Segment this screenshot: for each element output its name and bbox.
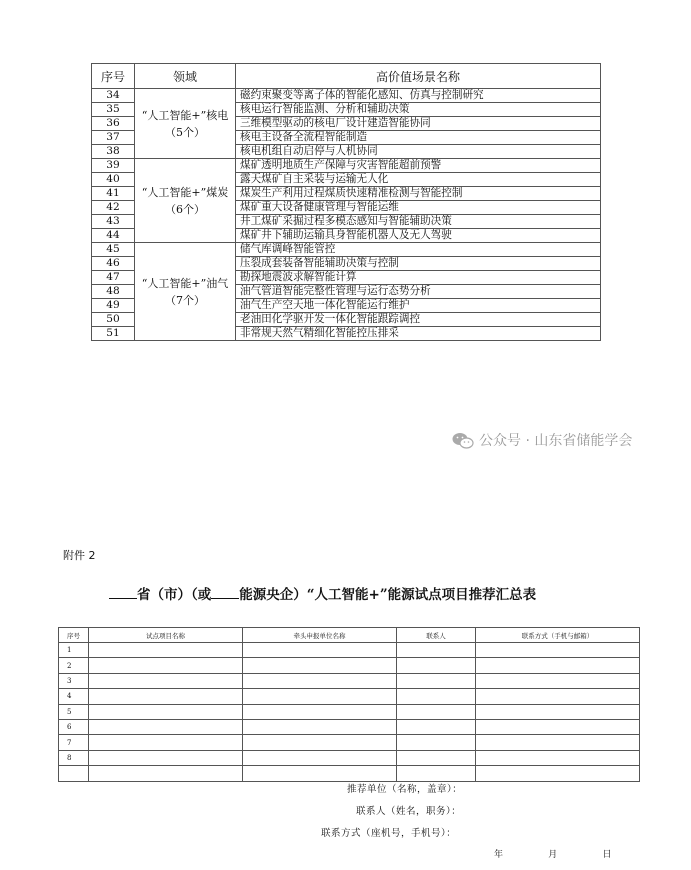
title-blank-province [109,587,137,599]
scene-name: 磁约束聚变等离子体的智能化感知、仿真与控制研究 [236,89,601,103]
form-cell-unit[interactable] [243,735,397,750]
scene-name: 煤矿重大设备健康管理与智能运维 [236,201,601,215]
form-cell-contact[interactable] [397,643,476,658]
form-header-no: 序号 [59,628,89,643]
scene-row [92,243,601,257]
scene-number: 42 [92,201,135,215]
form-cell-project[interactable] [89,735,243,750]
form-row-number: 5 [59,704,89,719]
form-cell-method[interactable] [476,689,640,704]
form-row [59,658,640,673]
form-row [59,766,640,781]
form-header-contact: 联系人 [397,628,476,643]
scene-name: 煤炭生产利用过程煤质快速精准检测与智能控制 [236,187,601,201]
watermark [452,430,632,450]
form-cell-method[interactable] [476,658,640,673]
scene-table [91,63,601,341]
form-header-unit: 牵头申报单位名称 [243,628,397,643]
form-cell-contact[interactable] [397,735,476,750]
form-row [59,673,640,688]
form-cell-contact[interactable] [397,719,476,734]
scene-name: 老油田化学驱开发一体化智能跟踪调控 [236,313,601,327]
scene-row [92,89,601,103]
scene-name: 压裂成套装备智能辅助决策与控制 [236,257,601,271]
form-title [109,583,599,603]
scene-name: 三维模型驱动的核电厂设计建造智能协同 [236,117,601,131]
project-form-table [58,627,640,782]
wechat-icon [452,432,474,449]
scene-name: 核电机组自动启停与人机协同 [236,145,601,159]
form-cell-contact[interactable] [397,766,476,781]
scene-name: 煤矿透明地质生产保障与灾害智能超前预警 [236,159,601,173]
form-cell-unit[interactable] [243,689,397,704]
form-row-number [59,766,89,781]
scene-number: 35 [92,103,135,117]
form-cell-project[interactable] [89,750,243,765]
scene-number: 43 [92,215,135,229]
title-blank-company [211,587,239,599]
form-cell-method[interactable] [476,704,640,719]
scene-name: 勘探地震波求解智能计算 [236,271,601,285]
scene-name: 油气生产空天地一体化智能运行维护 [236,299,601,313]
form-cell-method[interactable] [476,750,640,765]
form-row-number: 6 [59,719,89,734]
scene-name: 煤矿井下辅助运输具身智能机器人及无人驾驶 [236,229,601,243]
date-line [494,847,612,860]
scene-number: 48 [92,285,135,299]
form-row [59,689,640,704]
form-cell-method[interactable] [476,673,640,688]
scene-name: 核电运行智能监测、分析和辅助决策 [236,103,601,117]
scene-name: 非常规天然气精细化智能控压排采 [236,327,601,341]
header-scene: 高价值场景名称 [236,64,601,89]
form-cell-method[interactable] [476,719,640,734]
form-cell-contact[interactable] [397,689,476,704]
contact-method-line: 联系方式（座机号，手机号）： [321,828,457,839]
scene-number: 44 [92,229,135,243]
scene-name: 核电主设备全流程智能制造 [236,131,601,145]
header-no: 序号 [92,64,135,89]
form-cell-project[interactable] [89,689,243,704]
scene-name: 露天煤矿自主采装与运输无人化 [236,173,601,187]
form-row-number: 4 [59,689,89,704]
form-row-number: 8 [59,750,89,765]
form-row [59,719,640,734]
form-cell-contact[interactable] [397,658,476,673]
header-domain: 领域 [135,64,236,89]
form-cell-unit[interactable] [243,719,397,734]
scene-number: 34 [92,89,135,103]
form-cell-contact[interactable] [397,704,476,719]
title-part2: 能源央企）“人工智能+”能源试点项目推荐汇总表 [239,587,537,603]
form-row [59,643,640,658]
contact-person-line: 联系人（姓名，职务）： [356,806,462,817]
form-cell-project[interactable] [89,658,243,673]
scene-number: 40 [92,173,135,187]
form-row-number: 1 [59,643,89,658]
form-row [59,735,640,750]
date-year: 年 [494,850,504,860]
scene-number: 36 [92,117,135,131]
scene-number: 37 [92,131,135,145]
domain-cell: “人工智能+”核电（5个） [135,89,236,159]
form-cell-unit[interactable] [243,643,397,658]
scene-number: 38 [92,145,135,159]
form-cell-method[interactable] [476,766,640,781]
scene-number: 39 [92,159,135,173]
scene-number: 46 [92,257,135,271]
form-row-number: 3 [59,673,89,688]
form-cell-project[interactable] [89,719,243,734]
scene-table-header [92,64,601,89]
scene-number: 50 [92,313,135,327]
form-cell-unit[interactable] [243,673,397,688]
form-row [59,704,640,719]
form-row-number: 2 [59,658,89,673]
title-part1: 省（市）（或 [137,587,212,603]
form-cell-contact[interactable] [397,750,476,765]
form-cell-contact[interactable] [397,673,476,688]
form-header-project: 试点项目名称 [89,628,243,643]
recommender-line: 推荐单位（名称，盖章）： [347,784,463,795]
form-cell-project[interactable] [89,704,243,719]
scene-name: 储气库调峰智能管控 [236,243,601,257]
form-cell-unit[interactable] [243,658,397,673]
scene-number: 51 [92,327,135,341]
form-row-number: 7 [59,735,89,750]
scene-number: 41 [92,187,135,201]
domain-cell: “人工智能+”煤炭（6个） [135,159,236,243]
scene-number: 47 [92,271,135,285]
form-cell-project[interactable] [89,673,243,688]
form-cell-project[interactable] [89,643,243,658]
form-header-method: 联系方式（手机与邮箱） [476,628,640,643]
form-table-header [59,628,640,643]
scene-name: 井工煤矿采掘过程多模态感知与智能辅助决策 [236,215,601,229]
form-cell-unit[interactable] [243,750,397,765]
attachment-label: 附件 2 [63,549,96,562]
domain-cell: “人工智能+”油气（7个） [135,243,236,341]
scene-number: 49 [92,299,135,313]
form-cell-unit[interactable] [243,766,397,781]
scene-row [92,159,601,173]
form-cell-project[interactable] [89,766,243,781]
scene-number: 45 [92,243,135,257]
form-row [59,750,640,765]
form-cell-unit[interactable] [243,704,397,719]
form-cell-method[interactable] [476,643,640,658]
scene-name: 油气管道智能完整性管理与运行态势分析 [236,285,601,299]
form-cell-method[interactable] [476,735,640,750]
watermark-text: 公众号 · 山东省储能学会 [479,433,633,449]
date-month: 月 [548,850,558,860]
date-day: 日 [602,850,613,860]
